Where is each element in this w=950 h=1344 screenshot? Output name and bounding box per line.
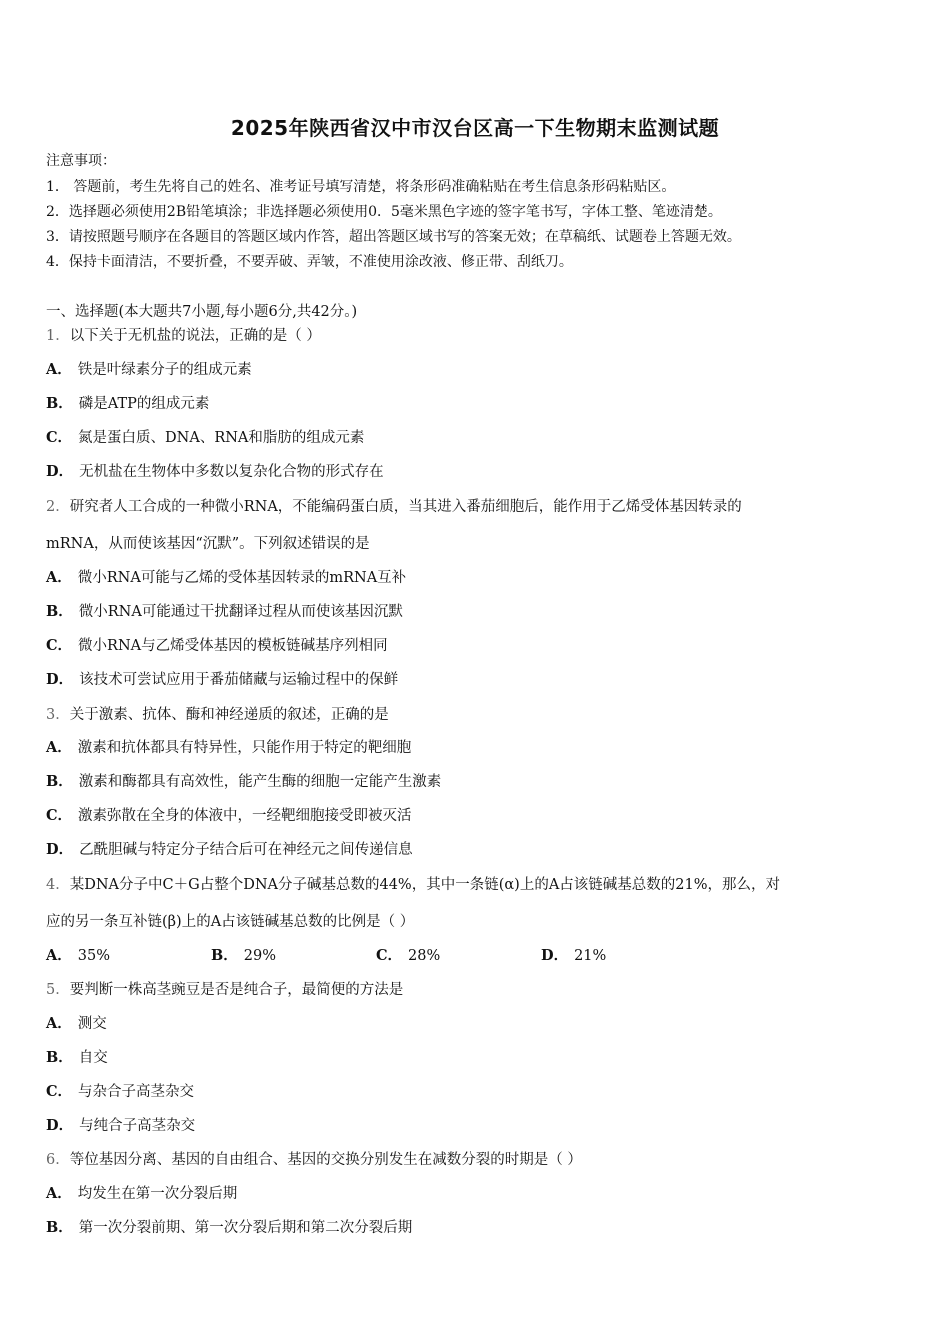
question-4-option-b: B． 29% [211,947,276,964]
question-3-option-c: C． 激素弥散在全身的体液中，一经靶细胞接受即被灭活 [46,807,412,824]
question-1-option-c: C． 氮是蛋白质、DNA、RNA和脂肪的组成元素 [46,429,365,446]
question-6-stem: 6．等位基因分离、基因的自由组合、基因的交换分别发生在减数分裂的时期是（ ） [46,1152,582,1168]
question-number: 6． [46,1152,70,1168]
notice-item-2: 2．选择题必须使用2B铅笔填涂；非选择题必须使用0．5毫米黑色字迹的签字笔书写，字体工整、笔迹清楚。 [46,204,722,220]
question-number: 4． [46,877,70,893]
question-3-option-b: B． 激素和酶都具有高效性，能产生酶的细胞一定能产生激素 [46,773,442,790]
question-5-option-d: D． 与纯合子高茎杂交 [46,1117,196,1134]
question-1-option-a: A． 铁是叶绿素分子的组成元素 [46,361,252,378]
question-2-option-c: C． 微小RNA与乙烯受体基因的模板链碱基序列相同 [46,637,388,654]
question-4-stem: 4．某DNA分子中C＋G占整个DNA分子碱基总数的44%，其中一条链(α)上的A占该链碱基总数的21%，那么，对 [46,877,781,893]
notice-heading: 注意事项： [46,153,116,169]
question-2-option-b: B． 微小RNA可能通过干扰翻译过程从而使该基因沉默 [46,603,403,620]
question-4-option-c: C． 28% [376,947,441,964]
question-4-options [46,946,706,966]
question-4-option-a: A． 35% [46,947,110,964]
question-3-option-d: D． 乙酰胆碱与特定分子结合后可在神经元之间传递信息 [46,841,413,858]
question-2-stem: 2．研究者人工合成的一种微小RNA，不能编码蛋白质，当其进入番茄细胞后，能作用于乙烯受体基因转录的 [46,499,742,515]
question-2-stem-cont: mRNA，从而使该基因“沉默”。下列叙述错误的是 [46,536,370,552]
question-6-option-b: B． 第一次分裂前期、第一次分裂后期和第二次分裂后期 [46,1219,413,1236]
question-2-option-d: D． 该技术可尝试应用于番茄储藏与运输过程中的保鲜 [46,671,399,688]
section-heading: 一、选择题(本大题共7小题,每小题6分,共42分。) [46,304,358,320]
question-1-option-b: B． 磷是ATP的组成元素 [46,395,210,412]
notice-item-1: 1． 答题前，考生先将自己的姓名、准考证号填写清楚，将条形码准确粘贴在考生信息条形码粘贴区。 [46,179,676,195]
question-number: 2． [46,499,70,515]
question-3-option-a: A． 激素和抗体都具有特异性，只能作用于特定的靶细胞 [46,739,412,756]
question-number: 1． [46,328,70,344]
question-4-option-d: D． 21% [541,947,607,964]
question-5-option-b: B． 自交 [46,1049,108,1066]
question-number: 5． [46,982,70,998]
question-5-stem: 5．要判断一株高茎豌豆是否是纯合子，最简便的方法是 [46,982,404,998]
notice-item-3: 3．请按照题号顺序在各题目的答题区域内作答，超出答题区域书写的答案无效；在草稿纸、试题卷上答题无效。 [46,229,741,245]
question-number: 3． [46,707,70,723]
page-title: 2025年陕西省汉中市汉台区高一下生物期末监测试题 [230,116,720,140]
question-1-stem: 1．以下关于无机盐的说法，正确的是（ ） [46,328,321,344]
question-5-option-c: C． 与杂合子高茎杂交 [46,1083,195,1100]
question-5-option-a: A． 测交 [46,1015,107,1032]
question-3-stem: 3．关于激素、抗体、酶和神经递质的叙述，正确的是 [46,707,389,723]
question-1-option-d: D． 无机盐在生物体中多数以复杂化合物的形式存在 [46,463,384,480]
notice-item-4: 4．保持卡面清洁，不要折叠，不要弄破、弄皱，不准使用涂改液、修正带、刮纸刀。 [46,254,573,270]
question-4-stem-cont: 应的另一条互补链(β)上的A占该链碱基总数的比例是（ ） [46,914,415,930]
question-2-option-a: A． 微小RNA可能与乙烯的受体基因转录的mRNA互补 [46,569,407,586]
question-6-option-a: A． 均发生在第一次分裂后期 [46,1185,238,1202]
